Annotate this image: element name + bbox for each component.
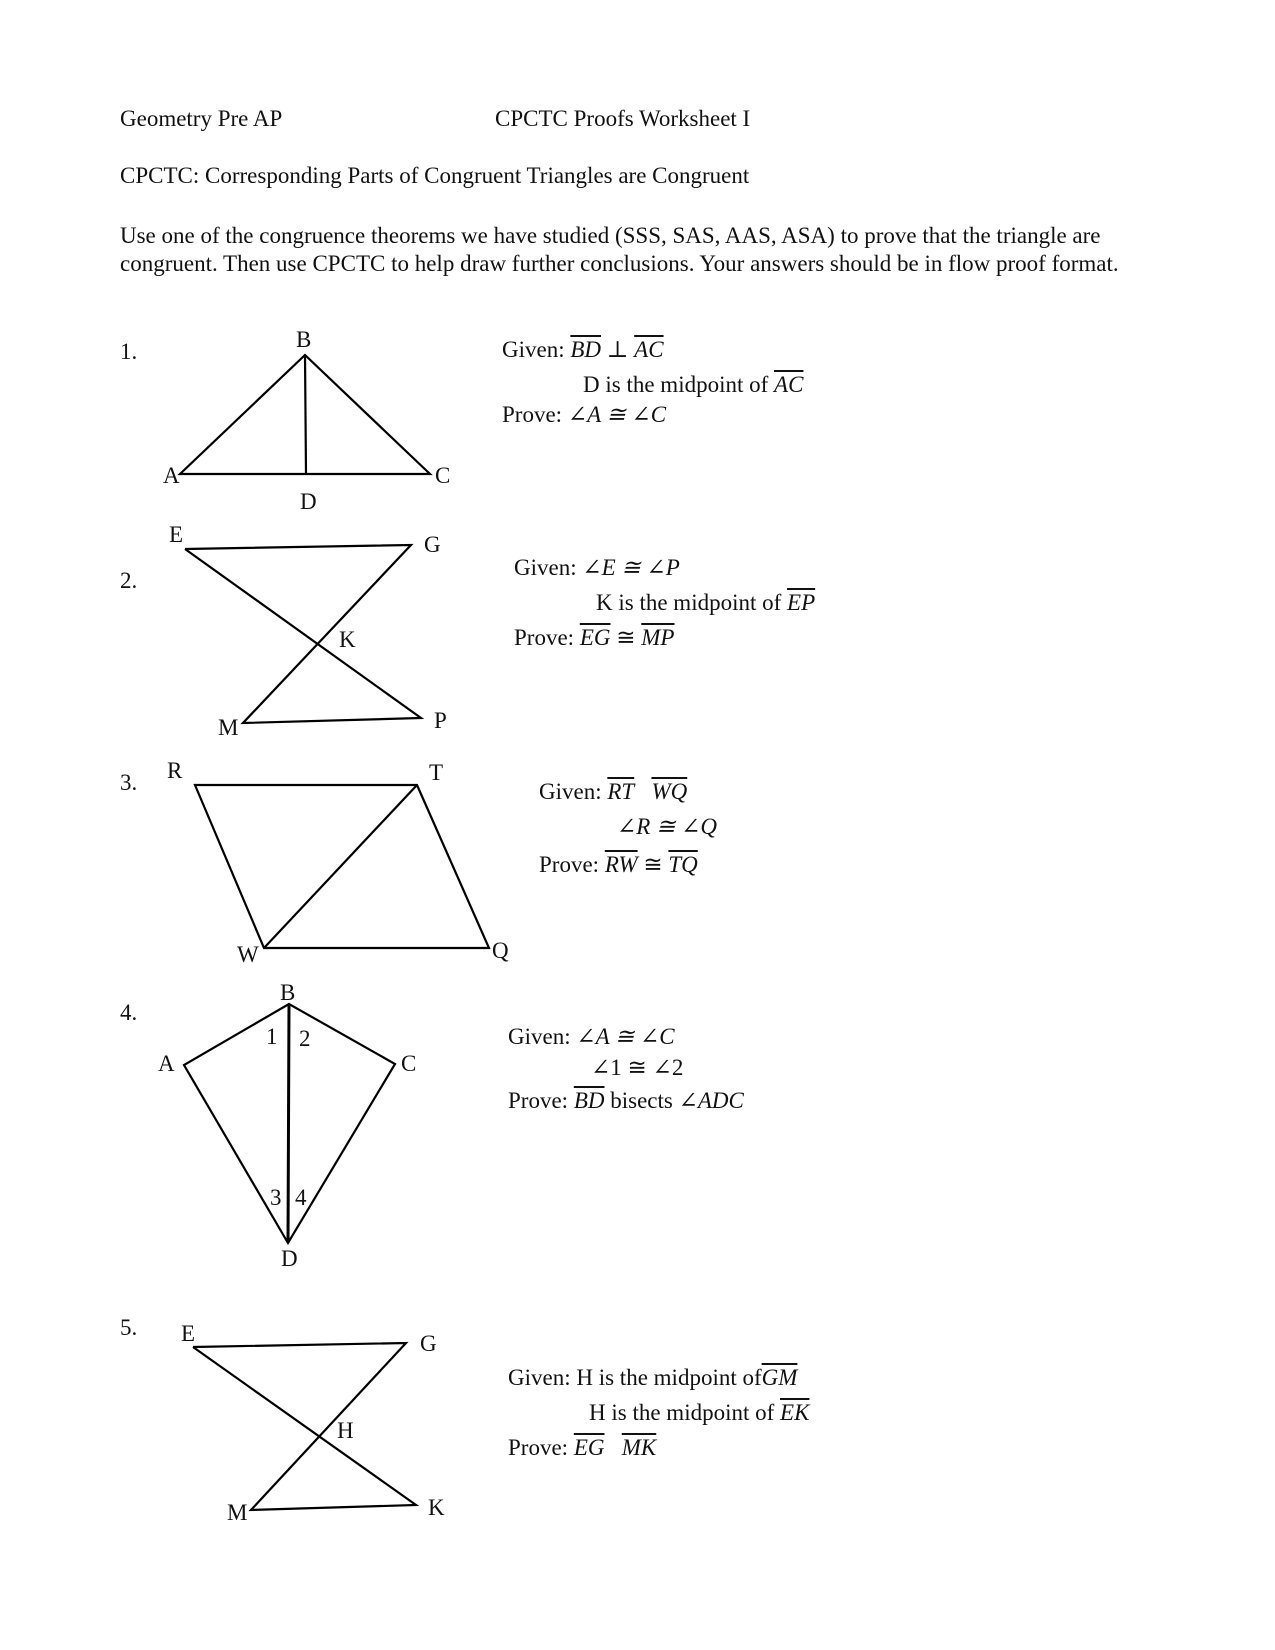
given-label: Given: — [514, 555, 577, 580]
problem-4-prove: Prove: $\overline{BD}$ bisects ∠ADC — [508, 1088, 744, 1113]
prove-label: Prove: — [539, 852, 600, 877]
worksheet-title: CPCTC Proofs Worksheet I — [495, 106, 751, 131]
problem-1-number: 1. — [120, 339, 138, 364]
segment-ac-label: $\overline{AC}$ — [774, 372, 804, 397]
angle-3-label: 3 — [270, 1185, 282, 1210]
label-d: D — [281, 1246, 298, 1271]
label-g: G — [420, 1331, 437, 1356]
given-label: Given: — [508, 1365, 571, 1390]
problem-3-prove: Prove: $\overline{RW}$ ≅ $\overline{TQ}$ — [539, 852, 698, 877]
label-m: M — [227, 1500, 248, 1525]
label-r: R — [167, 758, 183, 783]
segment-bd-label: $\overline{BD}$ — [570, 337, 602, 362]
segment-ac-label: $\overline{AC}$ — [634, 337, 664, 362]
cpctc-definition: CPCTC: Corresponding Parts of Congruent Triangles are Congruent — [120, 163, 750, 188]
angle-2-label: 2 — [299, 1026, 311, 1051]
problem-3-given: Given: $\overline{RT}$ $\overline{WQ}$ — [539, 779, 688, 804]
path-e-g-m-k-e — [193, 1343, 416, 1510]
label-b: B — [296, 327, 312, 352]
problem-4-given: Given: ∠A ≅ ∠C — [508, 1024, 675, 1049]
problem-5-given-2: H is the midpoint of $\overline{EK}$ — [589, 1400, 810, 1425]
problem-5-number: 5. — [120, 1315, 138, 1340]
problem-5-prove: Prove: $\overline{EG}$ $\overline{MK}$ — [508, 1435, 657, 1460]
segment-ep-label: $\overline{EP}$ — [787, 590, 816, 615]
angle-1-label: 1 — [266, 1024, 278, 1049]
prove-label: Prove: — [508, 1435, 569, 1460]
problem-4-given-2: ∠1 ≅ ∠2 — [591, 1055, 684, 1080]
perpendicular-symbol: ⊥ — [606, 337, 629, 362]
prove-statement: ∠A ≅ ∠C — [567, 402, 667, 427]
label-c: C — [401, 1051, 417, 1076]
prove-label: Prove: — [502, 402, 563, 427]
label-k: K — [428, 1495, 445, 1520]
angle-4-label: 4 — [295, 1185, 307, 1210]
label-p: P — [434, 708, 447, 733]
problem-3-number: 3. — [120, 770, 138, 795]
label-k: K — [339, 627, 356, 652]
segment-gm-label: $\overline{GM}$ — [761, 1365, 798, 1390]
problem-2-given-2: K is the midpoint of $\overline{EP}$ — [596, 590, 816, 615]
segment-ek-label: $\overline{EK}$ — [780, 1400, 810, 1425]
problem-5-given: Given: H is the midpoint $of\overline{GM}$ — [508, 1365, 798, 1390]
instructions: Use one of the congruence theorems we have studied (SSS, SAS, AAS, ASA) to prove that the triangle are congruent. Then use CPCTC to help draw further conclusions. Your answers should be in flow proof format. — [120, 223, 1119, 276]
given-label: Given: — [508, 1024, 571, 1049]
label-t: T — [429, 760, 444, 785]
label-b: B — [280, 980, 296, 1005]
problem-2-number: 2. — [120, 568, 138, 593]
label-a: A — [158, 1051, 175, 1076]
label-h: H — [337, 1418, 354, 1443]
label-g: G — [424, 532, 441, 557]
label-e: E — [181, 1321, 196, 1346]
problem-3-given-2: ∠R ≅ ∠Q — [617, 814, 717, 839]
problem-1-given-2: D is the midpoint of $\overline{AC}$ — [583, 372, 804, 397]
problem-2-prove: Prove: $\overline{EG}$ ≅ $\overline{MP}$ — [514, 625, 675, 650]
given-label: Given: — [539, 779, 602, 804]
problem-2-given: Given: ∠E ≅ ∠P — [514, 555, 680, 580]
label-w: W — [237, 942, 259, 967]
label-q: Q — [492, 938, 509, 963]
course-name: Geometry Pre AP — [120, 106, 283, 131]
label-a: A — [163, 463, 180, 488]
label-d: D — [300, 489, 317, 514]
prove-label: Prove: — [508, 1088, 569, 1113]
label-e: E — [169, 522, 184, 547]
prove-label: Prove: — [514, 625, 575, 650]
label-m: M — [218, 715, 239, 740]
label-c: C — [435, 463, 451, 488]
problem-4-number: 4. — [120, 1000, 138, 1025]
given-label: Given: — [502, 337, 565, 362]
